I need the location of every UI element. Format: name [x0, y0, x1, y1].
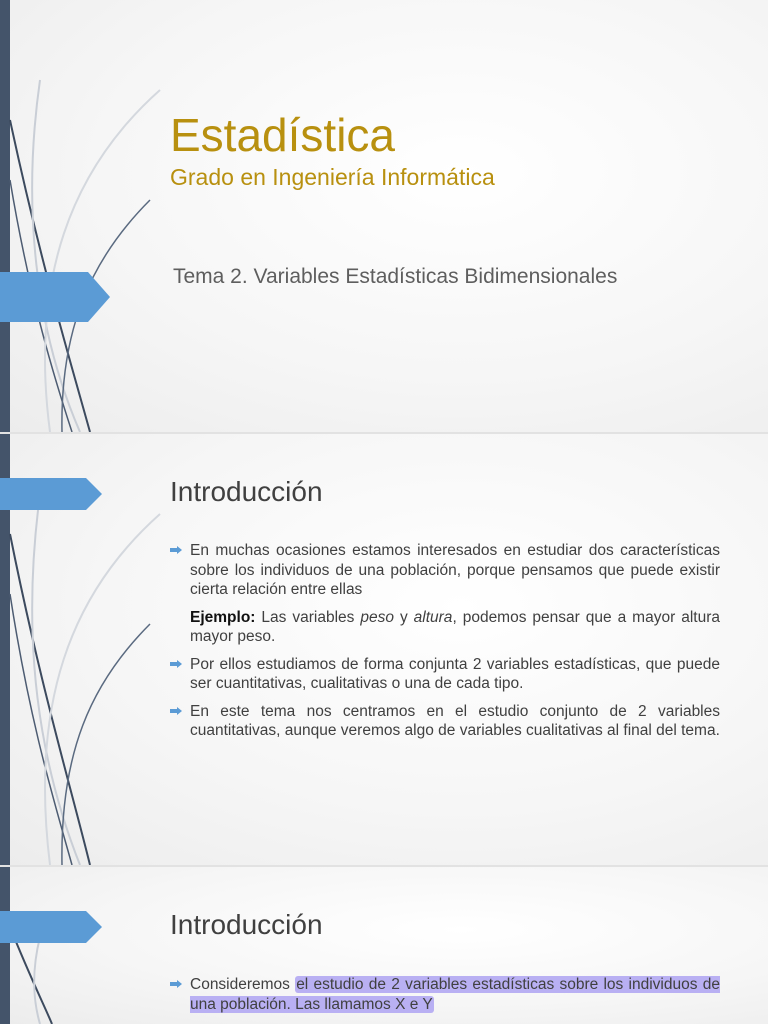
list-item	[170, 541, 720, 600]
slide-introduccion-2[interactable]	[0, 867, 768, 1024]
slide-body	[170, 975, 720, 1022]
bullet-text: En este tema nos centramos en el estudio conjunto de 2 variables cuantitativas, aunque veremos algo de variables cualitativas al final del tema.	[190, 702, 720, 739]
list-item	[170, 655, 720, 694]
arrow-bullet-icon	[170, 980, 182, 988]
slide-body	[170, 541, 720, 749]
arrow-bullet-icon	[170, 660, 182, 668]
example-text: Las variables	[255, 608, 361, 626]
slide-tab-marker	[0, 911, 102, 943]
example-term-altura: altura	[413, 608, 453, 626]
example-paragraph	[170, 608, 720, 647]
slide-heading: Introducción	[170, 476, 323, 507]
slide-edge-bar	[0, 867, 10, 1024]
slide-heading: Introducción	[170, 909, 323, 940]
slide-tab-marker	[0, 478, 102, 510]
topic-heading: Tema 2. Variables Estadísticas Bidimensionales	[173, 265, 618, 288]
example-text: , podemos pensar que a mayor altura mayor peso.	[190, 608, 720, 645]
example-text: y	[393, 608, 414, 626]
decorative-swirl-lines	[0, 867, 180, 1024]
decorative-swirl-lines	[0, 0, 180, 432]
list-item	[170, 975, 720, 1014]
example-term-peso: peso	[360, 608, 394, 626]
slide-title[interactable]	[0, 0, 768, 432]
slide-tab-marker	[0, 272, 110, 322]
bullet-text: En muchas ocasiones estamos interesados en estudiar dos características sobre los individuos de una población, porque pensamos que puede existir cierta relación entre ellas	[190, 542, 720, 598]
slide-edge-bar	[0, 0, 10, 432]
presentation-title: Estadística	[170, 109, 395, 161]
slide-introduccion-1[interactable]	[0, 434, 768, 865]
example-label: Ejemplo:	[190, 608, 256, 626]
presentation-subtitle: Grado en Ingeniería Informática	[170, 164, 495, 190]
highlighted-text: el estudio de 2 variables estadísticas sobre los individuos de una población. Las llamamos X e Y	[190, 976, 720, 1013]
bullet-text: Por ellos estudiamos de forma conjunta 2 variables estadísticas, que puede ser cuantitativas, cualitativas o una de cada tipo.	[190, 655, 720, 692]
arrow-bullet-icon	[170, 707, 182, 715]
bullet-text: Consideremos	[190, 976, 296, 993]
list-item	[170, 702, 720, 741]
arrow-bullet-icon	[170, 546, 182, 554]
